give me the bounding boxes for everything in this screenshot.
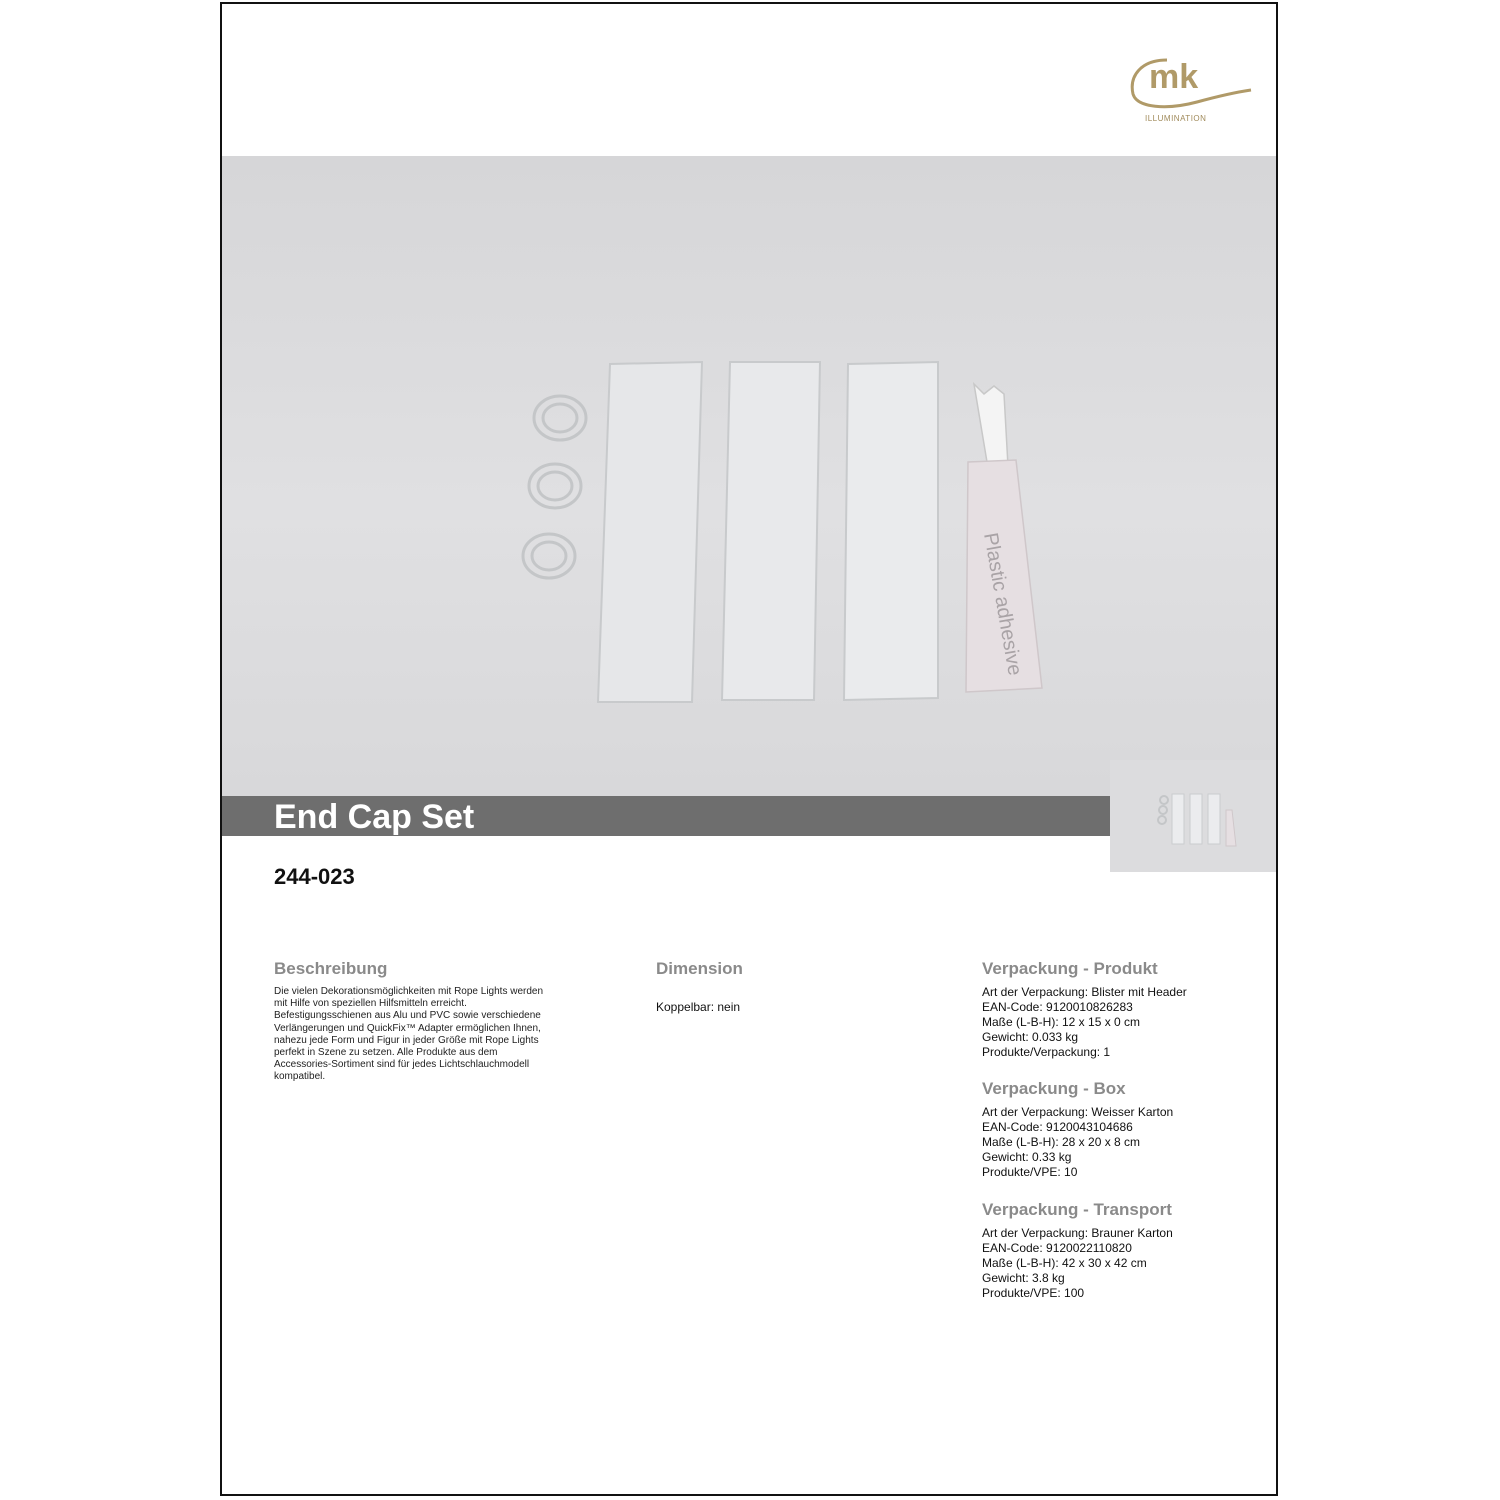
tube-label: Plastic adhesive bbox=[979, 531, 1026, 678]
product-thumbnail[interactable] bbox=[1110, 760, 1278, 872]
packaging-line: Gewicht: 3.8 kg bbox=[982, 1271, 1065, 1285]
beschreibung-heading: Beschreibung bbox=[274, 959, 388, 978]
description-line: nahezu jede Form und Figur in jeder Größe mit Rope Lights bbox=[274, 1034, 539, 1046]
description-line: Befestigungsschienen aus Alu und PVC sowie verschiedene bbox=[274, 1010, 541, 1022]
packaging-line: EAN-Code: 9120043104686 bbox=[982, 1120, 1133, 1134]
description-line: Accessories-Sortiment sind für jedes Lichtschlauchmodell bbox=[274, 1059, 530, 1071]
description-line: kompatibel. bbox=[274, 1071, 326, 1083]
packaging-line: Produkte/VPE: 100 bbox=[982, 1286, 1085, 1300]
verpackung-transport-text bbox=[982, 1226, 1173, 1301]
packaging-line: Produkte/Verpackung: 1 bbox=[982, 1045, 1111, 1059]
end-cap-ring-2 bbox=[529, 464, 581, 508]
verpackung-transport-heading: Verpackung - Transport bbox=[982, 1200, 1172, 1219]
datasheet-page bbox=[220, 2, 1278, 1496]
end-cap-ring-1 bbox=[534, 396, 586, 440]
logo-swoosh-icon bbox=[1127, 52, 1257, 122]
packaging-line: Gewicht: 0.33 kg bbox=[982, 1150, 1072, 1164]
description-line: Verlängerungen und QuickFix™ Adapter ermöglichen Ihnen, bbox=[274, 1022, 541, 1034]
product-sku: 244-023 bbox=[274, 864, 355, 889]
packaging-line: Maße (L-B-H): 12 x 15 x 0 cm bbox=[982, 1015, 1141, 1029]
logo-text: mk bbox=[1149, 58, 1199, 96]
packaging-line: Art der Verpackung: Brauner Karton bbox=[982, 1226, 1173, 1240]
logo-tagline: ILLUMINATION bbox=[1145, 114, 1207, 123]
product-title: End Cap Set bbox=[274, 798, 475, 836]
packaging-line: Maße (L-B-H): 42 x 30 x 42 cm bbox=[982, 1256, 1147, 1270]
packaging-line: Art der Verpackung: Blister mit Header bbox=[982, 985, 1187, 999]
verpackung-box-heading: Verpackung - Box bbox=[982, 1079, 1126, 1098]
dimension-heading: Dimension bbox=[656, 959, 743, 978]
dimension-text bbox=[656, 1000, 740, 1015]
packaging-line: Art der Verpackung: Weisser Karton bbox=[982, 1105, 1174, 1119]
verpackung-box-text bbox=[982, 1105, 1173, 1180]
description-line: mit Hilfe von speziellen Hilfsmitteln erreicht. bbox=[274, 998, 467, 1010]
brand-logo bbox=[1127, 52, 1257, 127]
dimension-line: Koppelbar: nein bbox=[656, 1000, 741, 1014]
packaging-line: Gewicht: 0.033 kg bbox=[982, 1030, 1079, 1044]
verpackung-produkt-heading: Verpackung - Produkt bbox=[982, 959, 1158, 978]
description-line: Die vielen Dekorationsmöglichkeiten mit Rope Lights werden bbox=[274, 986, 544, 997]
packaging-line: Maße (L-B-H): 28 x 20 x 8 cm bbox=[982, 1135, 1141, 1149]
shrink-tube-3 bbox=[844, 362, 938, 700]
end-cap-ring-3 bbox=[523, 534, 575, 578]
beschreibung-text bbox=[274, 986, 543, 1084]
product-photo bbox=[222, 156, 1278, 796]
adhesive-tube-nozzle bbox=[974, 384, 1008, 468]
verpackung-produkt-text bbox=[982, 985, 1187, 1060]
shrink-tube-2 bbox=[722, 362, 820, 700]
description-line: perfekt in Szene zu setzen. Alle Produkte aus dem bbox=[274, 1047, 498, 1059]
packaging-line: EAN-Code: 9120022110820 bbox=[982, 1241, 1132, 1255]
shrink-tube-1 bbox=[598, 362, 702, 702]
packaging-line: Produkte/VPE: 10 bbox=[982, 1165, 1078, 1179]
packaging-line: EAN-Code: 9120010826283 bbox=[982, 1000, 1133, 1014]
